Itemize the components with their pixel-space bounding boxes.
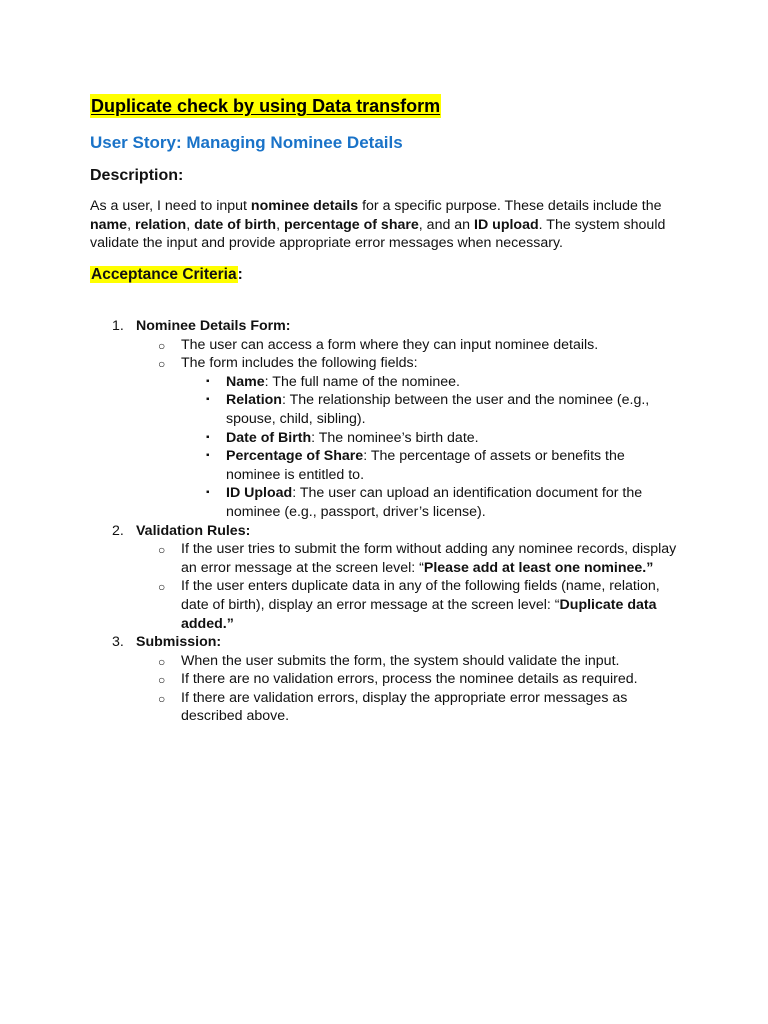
hollow-bullet-icon: ○ [158,338,166,353]
square-bullet-icon: ▪ [206,431,210,443]
criteria-number: 2. [112,522,124,539]
field-description: : The relationship between the user and the nominee (e.g., spouse, child, sibling). [226,392,650,427]
criteria-number: 3. [112,634,124,651]
description-text: . The system should validate the input and provide appropriate error messages when necessary. [90,216,666,252]
closing-quote: ” [646,559,654,576]
hollow-bullet-icon: ○ [158,673,166,688]
field-description: : The full name of the nominee. [264,373,460,390]
error-message-text: Please add at least one nominee. [423,559,647,576]
field-label: Percentage of Share [226,448,364,465]
field-label: Relation [226,392,282,409]
hollow-bullet-icon: ○ [158,357,166,372]
list-item-text: If the user tries to submit the form without adding any nominee records, display an error message at the screen level: “ [181,541,677,576]
acceptance-criteria-list [90,317,680,726]
criteria-sublist [136,336,680,522]
field-item-relation [181,391,680,428]
hollow-bullet-icon: ○ [158,580,166,595]
document-title: Duplicate check by using Data transform [91,96,441,116]
acceptance-criteria-heading [90,264,243,286]
field-description: : The user can upload an identification document for the nominee (e.g., passport, driver’s license). [226,485,643,520]
list-item-text: The user can access a form where they can input nominee details. [181,336,599,353]
field-item-id-upload [181,484,680,521]
description-bold-term: ID upload [474,216,539,233]
square-bullet-icon: ▪ [206,394,210,406]
list-item-text: If there are no validation errors, process the nominee details as required. [181,671,638,688]
list-item-text: If the user enters duplicate data in any of the following fields (name, relation, date of birth), display an error message at the screen level: “ [181,578,660,613]
list-item [136,354,680,521]
field-item-percentage-of-share [181,447,680,484]
criteria-heading: Submission: [136,634,222,651]
description-text: As a user, I need to input [90,198,251,214]
criteria-number: 1. [112,318,124,334]
description-text: for a specific purpose. These details include the [358,198,662,214]
list-item-text: When the user submits the form, the system should validate the input. [181,652,620,669]
square-bullet-icon: ▪ [206,450,210,462]
user-story-title: User Story: Managing Nominee Details [90,133,403,152]
description-paragraph [90,197,675,253]
field-label: Name [226,373,265,390]
description-text: , [276,216,284,233]
square-bullet-icon: ▪ [206,375,210,387]
acceptance-criteria-label: Acceptance Criteria [91,266,237,283]
description-heading: Description: [90,167,184,184]
criteria-sublist [136,652,680,726]
closing-quote: ” [226,615,234,632]
list-item-text: If there are validation errors, display the appropriate error messages as described above. [181,689,628,725]
field-label: Date of Birth [226,429,312,446]
description-bold-term: relation [134,216,187,233]
criteria-item-submission [90,633,680,726]
field-description: : The percentage of assets or benefits the nominee is entitled to. [226,448,625,483]
description-bold-term: nominee details [250,198,359,214]
description-text: , and an [418,216,475,233]
form-fields-list [181,373,680,522]
criteria-heading: Validation Rules: [136,522,251,539]
list-item-text: The form includes the following fields: [181,355,418,372]
hollow-bullet-icon: ○ [158,691,166,706]
list-item [136,540,680,577]
field-item-date-of-birth [181,429,680,448]
criteria-heading: Nominee Details Form: [136,318,291,334]
field-label: ID Upload [226,485,293,502]
list-item [136,336,680,355]
list-item [136,652,680,671]
hollow-bullet-icon: ○ [158,654,166,669]
field-item-name [181,373,680,392]
list-item [136,689,680,726]
list-item [136,670,680,689]
list-item [136,577,680,633]
description-bold-term: percentage of share [283,216,419,233]
field-description: : The nominee’s birth date. [311,429,479,446]
criteria-sublist [136,540,680,633]
square-bullet-icon: ▪ [206,487,210,499]
criteria-item-validation-rules [90,522,680,634]
error-message-text: Duplicate data added. [181,596,657,632]
description-text: , [186,216,195,233]
description-bold-term: date of birth [194,216,277,233]
description-text: , [127,216,135,233]
criteria-item-nominee-form [90,317,680,522]
hollow-bullet-icon: ○ [158,543,166,558]
description-bold-term: name [90,216,128,233]
acceptance-criteria-colon: : [237,266,243,283]
